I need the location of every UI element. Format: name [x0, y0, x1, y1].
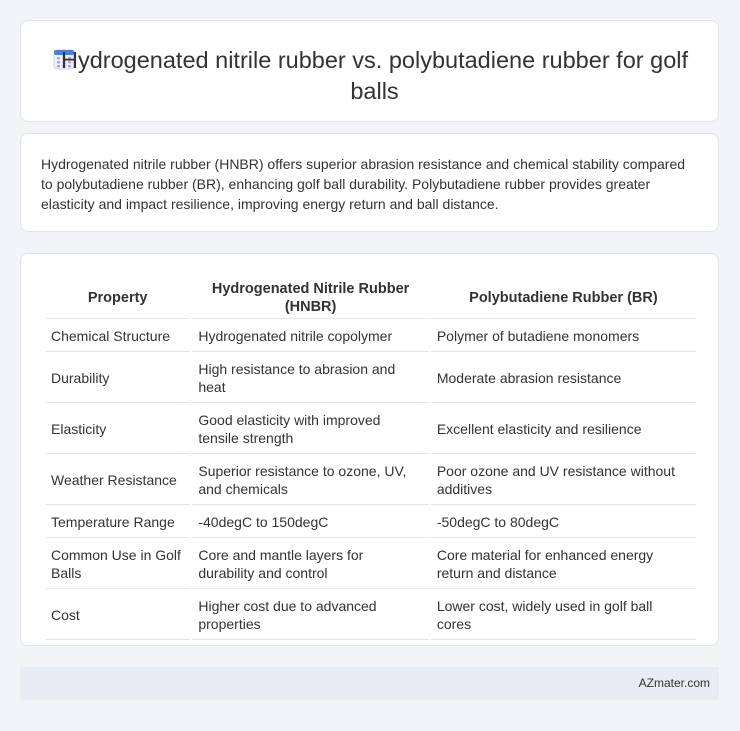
- row-br-value: Excellent elasticity and resilience: [431, 405, 696, 454]
- footer-bar: [20, 667, 719, 700]
- table-row: [45, 540, 696, 589]
- row-property: Cost: [45, 591, 190, 640]
- header-br: Polybutadiene Rubber (BR): [431, 278, 696, 319]
- row-hnbr-value: Superior resistance to ozone, UV, and chemicals: [192, 456, 428, 505]
- comparison-table-card: [20, 253, 719, 646]
- table-row: [45, 321, 696, 352]
- row-br-value: Polymer of butadiene monomers: [431, 321, 696, 352]
- row-br-value: Moderate abrasion resistance: [431, 354, 696, 403]
- row-property: Durability: [45, 354, 190, 403]
- title-card: [20, 20, 719, 122]
- row-br-value: Core material for enhanced energy return and distance: [431, 540, 696, 589]
- table-row: [45, 354, 696, 403]
- row-property: Weather Resistance: [45, 456, 190, 505]
- row-hnbr-value: Good elasticity with improved tensile strength: [192, 405, 428, 454]
- table-row: [45, 405, 696, 454]
- row-property: Common Use in Golf Balls: [45, 540, 190, 589]
- row-hnbr-value: High resistance to abrasion and heat: [192, 354, 428, 403]
- row-hnbr-value: Core and mantle layers for durability and control: [192, 540, 428, 589]
- row-property: Chemical Structure: [45, 321, 190, 352]
- footer-source: AZmater.com: [638, 676, 710, 690]
- intro-card: [20, 133, 719, 232]
- row-hnbr-value: Higher cost due to advanced properties: [192, 591, 428, 640]
- row-property: Temperature Range: [45, 507, 190, 538]
- row-hnbr-value: Hydrogenated nitrile copolymer: [192, 321, 428, 352]
- row-br-value: -50degC to 80degC: [431, 507, 696, 538]
- header-hnbr: Hydrogenated Nitrile Rubber (HNBR): [192, 278, 428, 319]
- row-br-value: Poor ozone and UV resistance without additives: [431, 456, 696, 505]
- row-br-value: Lower cost, widely used in golf ball cores: [431, 591, 696, 640]
- page-title: Hydrogenated nitrile rubber vs. polybutadiene rubber for golf balls: [60, 47, 689, 104]
- row-property: Elasticity: [45, 405, 190, 454]
- table-row: [45, 456, 696, 505]
- intro-paragraph: Hydrogenated nitrile rubber (HNBR) offers superior abrasion resistance and chemical stability compared to polybutadiene rubber (BR), enhancing golf ball durability. Polybutadiene rubber provides greater elasticity and impact resilience, improving energy return and ball distance.: [41, 156, 686, 212]
- header-property: Property: [45, 278, 190, 319]
- row-hnbr-value: -40degC to 150degC: [192, 507, 428, 538]
- table-row: [45, 591, 696, 640]
- comparison-table: [43, 276, 698, 642]
- table-header-row: [45, 278, 696, 319]
- table-row: [45, 507, 696, 538]
